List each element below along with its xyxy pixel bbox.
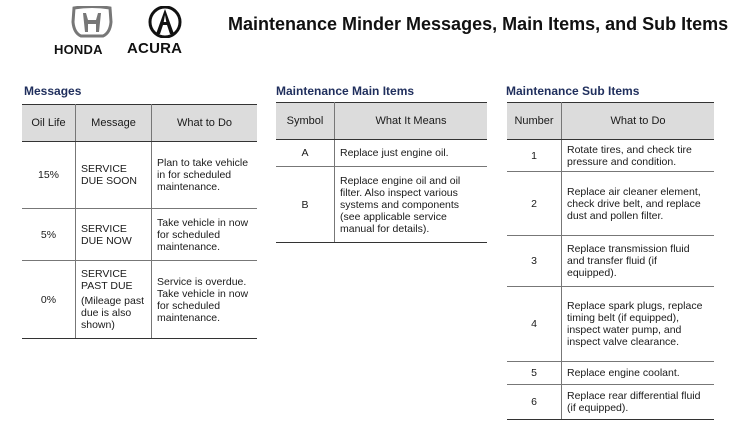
table-row bbox=[22, 261, 257, 339]
number-cell: 4 bbox=[507, 287, 562, 362]
col-symbol: Symbol bbox=[276, 103, 335, 140]
message-cell: SERVICE DUE NOW bbox=[76, 209, 152, 261]
honda-logo bbox=[70, 6, 114, 38]
acura-logo bbox=[148, 6, 182, 38]
sub-what-to-do-cell: Rotate tires, and check tire pressure and condition. bbox=[562, 140, 715, 172]
table-row bbox=[276, 140, 487, 167]
symbol-cell: B bbox=[276, 167, 335, 243]
table-row bbox=[22, 209, 257, 261]
table-row bbox=[507, 385, 714, 420]
what-to-do-cell: Take vehicle in now for scheduled maintenance. bbox=[152, 209, 258, 261]
sub-what-to-do-cell: Replace rear differential fluid (if equipped). bbox=[562, 385, 715, 420]
message-cell bbox=[76, 261, 152, 339]
oil-life-cell: 5% bbox=[22, 209, 76, 261]
table-row bbox=[507, 140, 714, 172]
number-cell: 2 bbox=[507, 172, 562, 236]
main-items-heading: Maintenance Main Items bbox=[276, 84, 415, 98]
sub-what-to-do-cell: Replace transmission fluid and transfer fluid (if equipped). bbox=[562, 236, 715, 287]
page-title: Maintenance Minder Messages, Main Items, and Sub Items bbox=[228, 14, 729, 34]
sub-what-to-do-cell: Replace spark plugs, replace timing belt (if equipped), inspect water pump, and inspect valve clearance. bbox=[562, 287, 715, 362]
table-row bbox=[276, 167, 487, 243]
col-sub-what-to-do: What to Do bbox=[562, 103, 715, 140]
table-row bbox=[22, 142, 257, 209]
table-row bbox=[507, 362, 714, 385]
col-message: Message bbox=[76, 105, 152, 142]
col-oil-life: Oil Life bbox=[22, 105, 76, 142]
brand-logos bbox=[54, 6, 204, 57]
number-cell: 6 bbox=[507, 385, 562, 420]
table-row bbox=[507, 287, 714, 362]
sub-what-to-do-cell: Replace air cleaner element, check drive belt, and replace dust and pollen filter. bbox=[562, 172, 715, 236]
oil-life-cell: 15% bbox=[22, 142, 76, 209]
oil-life-cell: 0% bbox=[22, 261, 76, 339]
number-cell: 1 bbox=[507, 140, 562, 172]
number-cell: 3 bbox=[507, 236, 562, 287]
message-cell: SERVICE DUE SOON bbox=[76, 142, 152, 209]
message-note: (Mileage past due is also shown) bbox=[81, 295, 145, 331]
meaning-cell: Replace just engine oil. bbox=[335, 140, 488, 167]
symbol-cell: A bbox=[276, 140, 335, 167]
acura-wordmark: ACURA bbox=[127, 40, 183, 57]
sub-items-heading: Maintenance Sub Items bbox=[506, 84, 640, 98]
col-number: Number bbox=[507, 103, 562, 140]
sub-what-to-do-cell: Replace engine coolant. bbox=[562, 362, 715, 385]
honda-wordmark: HONDA bbox=[54, 42, 103, 57]
messages-heading: Messages bbox=[24, 84, 82, 98]
main-items-table bbox=[276, 102, 487, 243]
table-row bbox=[507, 172, 714, 236]
table-row bbox=[507, 236, 714, 287]
what-to-do-cell: Plan to take vehicle in for scheduled maintenance. bbox=[152, 142, 258, 209]
meaning-cell: Replace engine oil and oil filter. Also inspect various systems and components (see applicable service manual for details). bbox=[335, 167, 488, 243]
number-cell: 5 bbox=[507, 362, 562, 385]
what-to-do-cell: Service is overdue. Take vehicle in now for scheduled maintenance. bbox=[152, 261, 258, 339]
col-what-to-do: What to Do bbox=[152, 105, 258, 142]
message-text: SERVICE PAST DUE bbox=[81, 268, 133, 292]
sub-items-table bbox=[507, 102, 714, 420]
messages-table bbox=[22, 104, 257, 339]
col-what-it-means: What It Means bbox=[335, 103, 488, 140]
